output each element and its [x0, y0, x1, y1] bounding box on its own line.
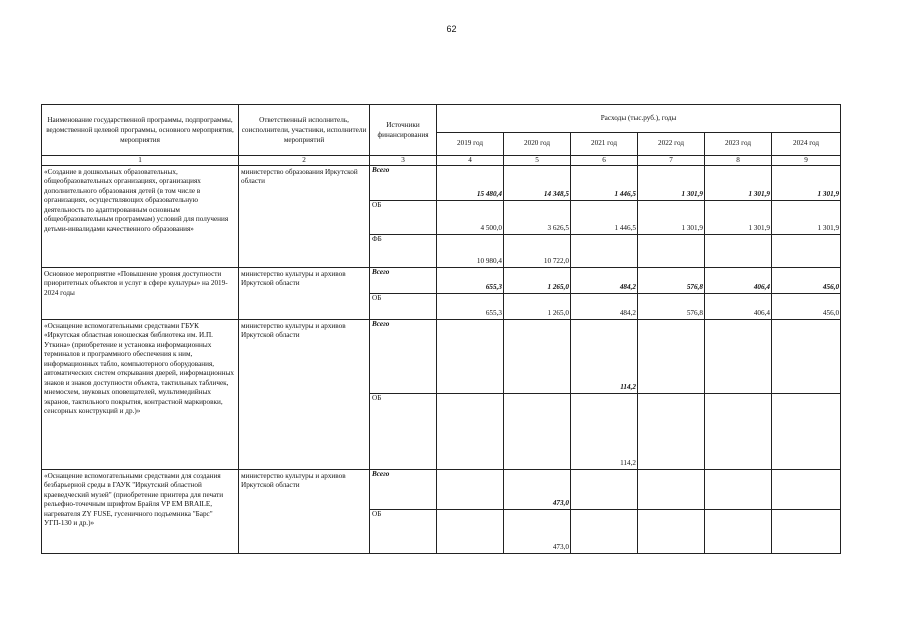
- row-name: «Оснащение вспомогательными средствами ГБУК «Иркутская областная юношеская библиотека им. И.П. Уткина» (приобретение и установка информационных терминалов и программного обеспечения к ним, информационных табло, компьютерного оборудования, автоматических систем открывания дверей, информационных знаков и знаков доступности объекта, тактильных табличек, мнемосхем, звуковых оповещателей, мультимедийных экранов, тактильного покрытия, контрастной маркировки, сенсорных конструкций и др.)»: [42, 319, 239, 469]
- row-name: «Создание в дошкольных образовательных, общеобразовательных организациях, организациях дополнительного образования детей (в том числе в организациях, осуществляющих образовательную деятельность по адаптированным основным общеобразовательным программам) условий для получения детьми-инвалидами качественного образования»: [42, 165, 239, 267]
- table-row: [42, 469, 841, 509]
- row-executor: министерство культуры и архивов Иркутской области: [239, 319, 370, 469]
- page-number: 62: [446, 24, 457, 34]
- header-source: Источники финансирования: [370, 105, 437, 156]
- value-cell: 655,3: [437, 293, 504, 319]
- source-label: ОБ: [370, 293, 437, 319]
- row-name: Основное мероприятие «Повышение уровня доступности приоритетных объектов и услуг в сфере культуры» на 2019-2024 годы: [42, 267, 239, 319]
- value-cell: 406,4: [705, 293, 772, 319]
- value-cell: [772, 393, 841, 469]
- value-cell: [437, 393, 504, 469]
- value-cell: 655,3: [437, 267, 504, 293]
- value-cell: 576,8: [638, 267, 705, 293]
- value-cell: [571, 469, 638, 509]
- value-cell: [504, 319, 571, 393]
- value-cell: 15 480,4: [437, 165, 504, 200]
- value-cell: [772, 319, 841, 393]
- header-year: 2023 год: [705, 133, 772, 156]
- value-cell: 114,2: [571, 393, 638, 469]
- row-name: «Оснащение вспомогательными средствами для создания безбарьерной среды в ГАУК "Иркутский областной краеведческий музей" (приобретение принтера для печати рельефно-точечным шрифтом Брайля VP EM BRAILE, нагревателя ZY FUSE, гусеничного подъемника "Барс" УГП-130 и др.)»: [42, 469, 239, 553]
- value-cell: [437, 319, 504, 393]
- source-label: ОБ: [370, 393, 437, 469]
- table-row: [42, 319, 841, 393]
- value-cell: [504, 393, 571, 469]
- header-year: 2021 год: [571, 133, 638, 156]
- column-number: 7: [638, 156, 705, 166]
- header-executor: Ответственный исполнитель, соисполнители, участники, исполнители мероприятий: [239, 105, 370, 156]
- value-cell: 114,2: [571, 319, 638, 393]
- value-cell: [705, 234, 772, 267]
- value-cell: [772, 469, 841, 509]
- value-cell: 473,0: [504, 469, 571, 509]
- value-cell: [437, 469, 504, 509]
- header-year: 2022 год: [638, 133, 705, 156]
- value-cell: [638, 469, 705, 509]
- value-cell: [638, 234, 705, 267]
- value-cell: [772, 234, 841, 267]
- row-executor: министерство культуры и архивов Иркутской области: [239, 469, 370, 553]
- column-number: 3: [370, 156, 437, 166]
- table-row: [42, 267, 841, 293]
- row-executor: министерство культуры и архивов Иркутской области: [239, 267, 370, 319]
- value-cell: 1 446,5: [571, 165, 638, 200]
- value-cell: 3 626,5: [504, 200, 571, 234]
- value-cell: 14 348,5: [504, 165, 571, 200]
- column-number: 1: [42, 156, 239, 166]
- header-year: 2020 год: [504, 133, 571, 156]
- expenses-table: [41, 104, 841, 554]
- value-cell: 406,4: [705, 267, 772, 293]
- source-label: Всего: [370, 319, 437, 393]
- value-cell: [705, 393, 772, 469]
- value-cell: 473,0: [504, 509, 571, 553]
- value-cell: 1 265,0: [504, 293, 571, 319]
- value-cell: [705, 509, 772, 553]
- value-cell: [705, 319, 772, 393]
- table-row: [42, 165, 841, 200]
- value-cell: [638, 319, 705, 393]
- source-label: Всего: [370, 267, 437, 293]
- source-label: ФБ: [370, 234, 437, 267]
- value-cell: [437, 509, 504, 553]
- value-cell: 456,0: [772, 267, 841, 293]
- value-cell: 1 301,9: [772, 200, 841, 234]
- source-label: Всего: [370, 165, 437, 200]
- value-cell: 456,0: [772, 293, 841, 319]
- source-label: Всего: [370, 469, 437, 509]
- value-cell: 1 265,0: [504, 267, 571, 293]
- value-cell: [705, 469, 772, 509]
- source-label: ОБ: [370, 509, 437, 553]
- value-cell: [571, 234, 638, 267]
- header-year: 2019 год: [437, 133, 504, 156]
- value-cell: 1 301,9: [705, 200, 772, 234]
- column-number: 9: [772, 156, 841, 166]
- header-name: Наименование государственной программы, подпрограммы, ведомственной целевой программы, основного мероприятия, мероприятия: [42, 105, 239, 156]
- column-number: 2: [239, 156, 370, 166]
- value-cell: 10 722,0: [504, 234, 571, 267]
- value-cell: 576,8: [638, 293, 705, 319]
- header-expenses: Расходы (тыс.руб.), годы: [437, 105, 841, 133]
- column-number: 6: [571, 156, 638, 166]
- column-number: 4: [437, 156, 504, 166]
- value-cell: 1 301,9: [638, 165, 705, 200]
- value-cell: 10 980,4: [437, 234, 504, 267]
- value-cell: 484,2: [571, 267, 638, 293]
- value-cell: [571, 509, 638, 553]
- value-cell: 1 446,5: [571, 200, 638, 234]
- column-number: 8: [705, 156, 772, 166]
- source-label: ОБ: [370, 200, 437, 234]
- value-cell: 1 301,9: [772, 165, 841, 200]
- value-cell: [638, 393, 705, 469]
- value-cell: 4 500,0: [437, 200, 504, 234]
- value-cell: 484,2: [571, 293, 638, 319]
- header-year: 2024 год: [772, 133, 841, 156]
- column-number: 5: [504, 156, 571, 166]
- value-cell: 1 301,9: [705, 165, 772, 200]
- value-cell: 1 301,9: [638, 200, 705, 234]
- value-cell: [772, 509, 841, 553]
- value-cell: [638, 509, 705, 553]
- row-executor: министерство образования Иркутской области: [239, 165, 370, 267]
